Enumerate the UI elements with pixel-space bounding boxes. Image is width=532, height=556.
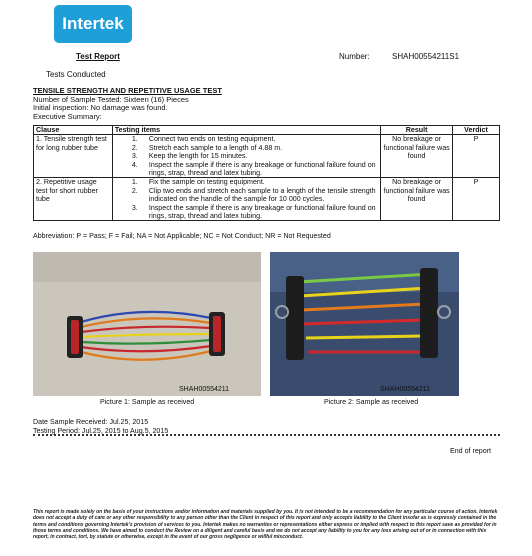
step-number: 3. [131,152,138,161]
date-sample-received: Date Sample Received: Jul.25, 2015 [33,418,149,426]
step-number: 1. [131,135,138,144]
step-text: Inspect the sample if there is any breakage or functional failure found on rings, strap, thread and latex tubing. [148,160,376,178]
step-text: Connect two ends on testing equipment. [148,135,276,144]
header-clause: Clause [34,126,113,135]
table-header-row [34,126,500,135]
step-text: Clip two ends and stretch each sample to a length of the tensile strength indicated on the handle of the sample for 10 000 cycles. [148,186,376,204]
executive-summary-label: Executive Summary: [33,111,102,121]
testing-items-cell [112,135,380,178]
test-step [115,144,378,152]
result-cell: No breakage or functional failure was found [381,178,453,221]
step-number: 2. [131,143,138,152]
end-of-report: End of report [450,447,492,455]
report-number-label: Number: [339,52,370,61]
photo-2-caption: Picture 2: Sample as received [324,398,419,406]
report-title: Test Report [76,52,120,61]
clause-cell: 2. Repetitive usage test for short rubber tube [34,178,113,221]
table-row [34,135,500,178]
initial-inspection: Initial inspection: No damage was found. [33,103,168,113]
test-section-intro [33,87,505,121]
separator-line [33,434,500,436]
results-table [33,125,500,221]
intertek-logo: Intertek [54,5,132,43]
section-title: TENSILE STRENGTH AND REPETITIVE USAGE TEST [33,86,222,95]
step-number: 4. [131,160,138,169]
step-text: Fix the sample on testing equipment. [148,178,265,187]
test-step [115,152,378,160]
photo-1-caption: Picture 1: Sample as received [100,398,195,406]
clause-cell: 1. Tensile strength test for long rubber tube [34,135,113,178]
table-row [34,178,500,221]
test-step [115,135,378,143]
report-number-value: SHAH00554211S1 [392,52,460,61]
photo-2-watermark: SHAH00554211 [380,386,431,393]
abbreviation-note: Abbreviation: P = Pass; F = Fail; NA = Not Applicable; NC = Not Conduct; NR = Not Requested [33,232,331,240]
test-step [115,178,378,186]
photo-2-illustration [270,252,459,396]
test-step [115,187,378,204]
step-text: Keep the length for 15 minutes. [148,152,248,161]
photo-1-illustration [33,252,261,396]
header-testing-items: Testing items [112,126,380,135]
tests-conducted-heading: Tests Conducted [46,70,106,79]
step-number: 2. [131,186,138,195]
sample-photo-1 [33,252,261,396]
header-result: Result [381,126,453,135]
step-number: 1. [131,178,138,187]
disclaimer-text: This report is made solely on the basis of your instructions and/or information and materials supplied by you. It is not intended to be a recommendation for any particular course of action. Intertek does not accept a duty of care or any other responsibility to any person other than the Client in respect of this report and only accepts liability to the Client insofar as is expressly contained in the terms and conditions governing Intertek's provision of services to you. Intertek makes no warranties or representations either express or implied with respect to this report save as provided for in those terms and conditions. We have aimed to conduct the Review on a diligent and careful basis and we do not accept any liability to you for any loss arising out of or in connection with this report, in contract, tort, by statute or otherwise, except in the event of our gross negligence or willful misconduct. [33,509,498,541]
header-verdict: Verdict [453,126,500,135]
result-cell: No breakage or functional failure was found [381,135,453,178]
step-text: Stretch each sample to a length of 4.88 m. [148,143,283,152]
verdict-cell: P [453,178,500,221]
sample-photo-2 [270,252,459,396]
testing-period: Testing Period: Jul.25, 2015 to Aug.5, 2015 [33,427,169,435]
testing-items-cell [112,178,380,221]
step-text: Inspect the sample if there is any breakage or functional failure found on rings, strap, thread and latex tubing. [148,203,376,221]
verdict-cell: P [453,135,500,178]
step-number: 3. [131,203,138,212]
test-step [115,204,378,221]
photo-1-watermark: SHAH00554211 [179,386,230,393]
sample-count: Number of Sample Tested: Sixteen (16) Pieces [33,94,189,104]
test-step [115,161,378,178]
